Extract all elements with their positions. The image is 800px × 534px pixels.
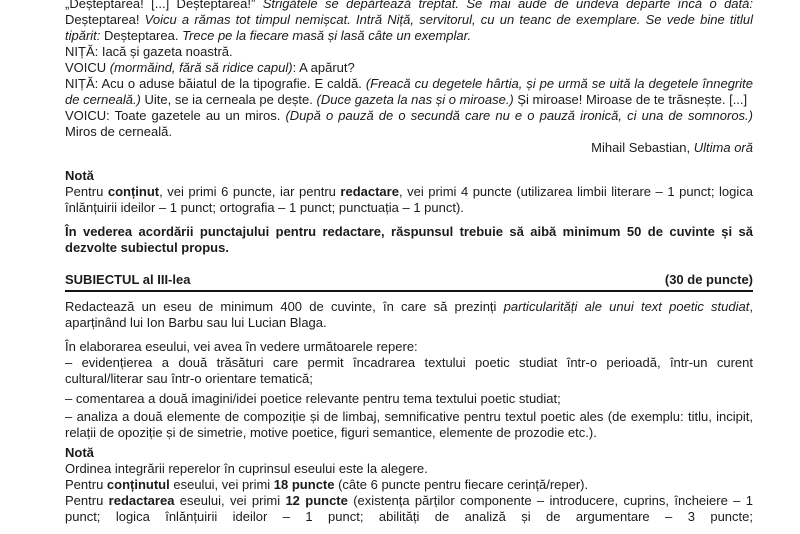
bold-term: 12 puncte: [285, 493, 348, 508]
bold-term: redactare: [340, 184, 399, 199]
nota-text: Pentru: [65, 493, 109, 508]
dialogue-line-nita-2: [65, 76, 753, 108]
dialogue-text: Miros de cerneală.: [65, 124, 172, 139]
nota-title-2: Notă: [65, 445, 94, 460]
dialogue-text: NIȚĂ: Acu o aduse băiatul de la tipografie. E caldă.: [65, 76, 366, 91]
subject3-bullet-1: – evidențierea a două trăsături care permit încadrarea textului poetic studiat într-o perioadă, într-un curent cultural/literar sau într-o orientare tematică;: [65, 355, 753, 386]
nota-text: Pentru: [65, 477, 107, 492]
nota-text: , vei primi 6 puncte, iar pentru: [159, 184, 341, 199]
subject3-points: (30 de puncte): [664, 272, 753, 287]
attribution: [65, 140, 753, 156]
bold-term: redactarea: [108, 493, 175, 508]
stage-direction: Trece pe la fiecare masă și lasă câte un exemplar.: [182, 28, 472, 43]
task-text: Redactează un eseu de minimum 400 de cuvinte, în care să prezinți: [65, 299, 504, 314]
dialogue-text: Uite, se ia cerneala pe dește.: [144, 92, 317, 107]
nota-text: eseului, vei primi: [174, 493, 286, 508]
stage-direction: Voicu a rămas tot timpul nemișcat. Intră Niță, servitorul, cu un teanc de exemplare. Se vede bine titlul tipărit:: [65, 12, 754, 43]
nota-text: (câte 6 puncte pentru fiecare cerință/reper).: [334, 477, 589, 492]
subject3-bullet-3: – analiza a două elemente de compoziție și de limbaj, semnificative pentru textul poetic ales (de exemplu: titlu, incipit, relații de opoziție și de simetrie, motive poetice, figuri semantice, elemente de prozodie etc.).: [65, 409, 753, 440]
subject3-heading-row: [65, 272, 753, 292]
nota-text: , vei primi 4 puncte (utilizarea limbii literare – 1 punct; logica înlănțuirii ideilor – 1 punct; ortografia – 1 punct; punctuația – 1 punct).: [65, 184, 753, 215]
nota2-line-3: [65, 493, 753, 525]
nota-text: Pentru: [65, 184, 108, 199]
dialogue-line-voicu-2: [65, 108, 753, 140]
quoted-shout: „Deșteptarea! [...] Deșteptarea!”: [65, 0, 263, 11]
dialogue-text: Și miroase! Miroase de te trăsnește. [...]: [517, 92, 748, 107]
stage-direction: (Duce gazeta la nas și o miroase.): [316, 92, 518, 107]
nota-text: eseului, vei primi: [169, 477, 274, 492]
dialogue-line-voicu-1: [65, 60, 753, 76]
subject3-title: SUBIECTUL al III-lea: [65, 272, 191, 287]
bold-term: conținut: [107, 184, 160, 199]
redaction-warning: În vederea acordării punctajului pentru redactare, răspunsul trebuie să aibă minimum 50 de cuvinte și să dezvolte subiectul propus.: [65, 224, 753, 255]
author-name: Mihail Sebastian,: [591, 140, 694, 155]
bold-term: 18 puncte: [273, 477, 335, 492]
stage-direction: (După o pauză de o secundă care nu e o pauză ironică, ci una de somnoros.): [285, 108, 753, 123]
nota-body-1: [65, 184, 753, 216]
character-name: VOICU: [65, 60, 110, 75]
nota2-line-1: Ordinea integrării reperelor în cuprinsul eseului este la alegere.: [65, 461, 428, 476]
dialogue-text: VOICU: Toate gazetele au un miros.: [65, 108, 286, 123]
dialogue-text: NIȚĂ: Iacă și gazeta noastră.: [65, 44, 233, 59]
subject3-intro: În elaborarea eseului, vei avea în vedere următoarele repere:: [65, 339, 418, 354]
excerpt-stage-intro-paragraph: [65, 0, 753, 44]
nota-text: (existența părților componente – introducere, cuprins, încheiere – 1 punct; logica înlănțuirii ideilor – 1 punct; abilități de analiză și de argumentare – 3 puncte;: [65, 493, 753, 524]
stage-direction: (Freacă cu degetele hârtia, și pe urmă se uită la degetele înnegrite de cerneală.): [65, 76, 753, 107]
printed-title: Deșteptarea.: [104, 28, 183, 43]
task-text: , aparținând lui Ion Barbu sau lui Lucian Blaga.: [65, 299, 753, 330]
stage-direction: Strigătele se depărtează treptat. Se mai aude de undeva departe încă o dată:: [262, 0, 753, 11]
dialogue-line-nita-1: [65, 44, 753, 60]
work-title: Ultima oră: [693, 140, 753, 155]
stage-direction: (mormăind, fără să ridice capul): [109, 60, 293, 75]
nota-title-1: Notă: [65, 168, 94, 183]
nota2-line-2: [65, 477, 753, 493]
subject3-task: [65, 299, 753, 331]
dialogue-text: : A apărut?: [292, 60, 355, 75]
bold-term: conținutul: [106, 477, 170, 492]
quoted-shout: Deșteptarea!: [65, 12, 145, 27]
task-topic: particularități ale unui text poetic studiat: [503, 299, 750, 314]
subject3-bullet-2: – comentarea a două imagini/idei poetice relevante pentru tema textului poetic studiat;: [65, 391, 561, 406]
